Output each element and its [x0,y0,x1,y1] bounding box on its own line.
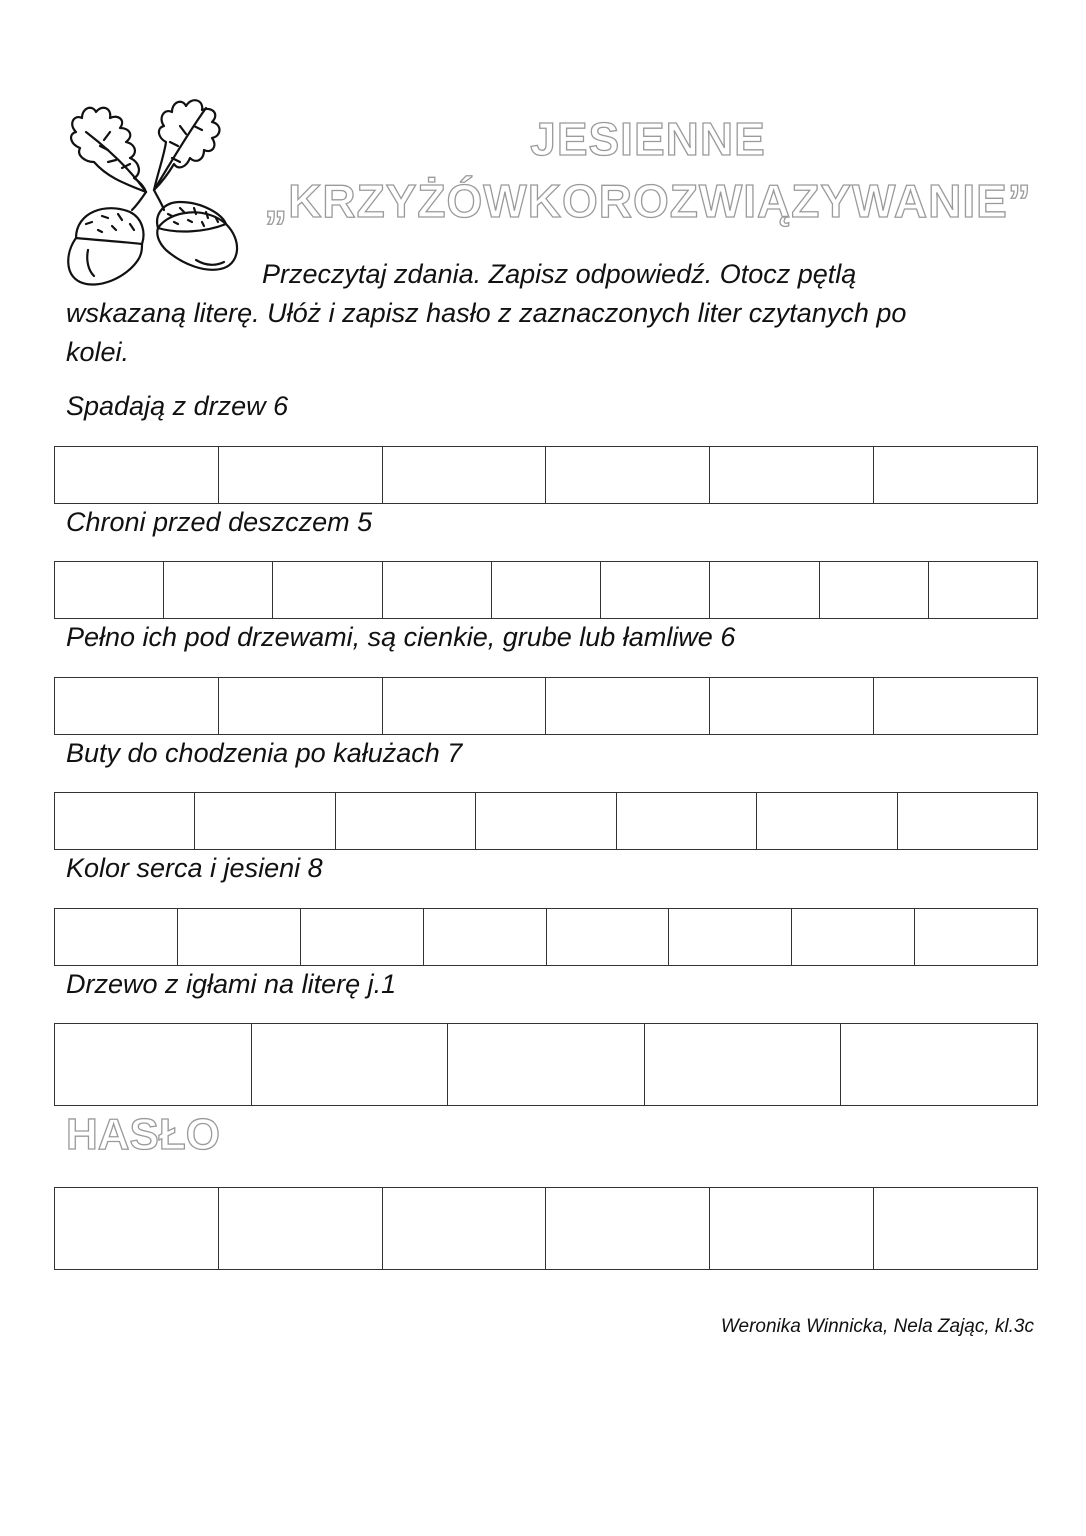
clue-4-answer-grid [54,792,1038,850]
answer-cell[interactable] [164,562,273,618]
answer-cell[interactable] [645,1024,842,1105]
answer-cell[interactable] [874,447,1037,503]
answer-cell[interactable] [669,909,792,965]
answer-cell[interactable] [757,793,897,849]
answer-cell[interactable] [476,793,616,849]
instructions-line-1: Przeczytaj zdania. Zapisz odpowiedź. Otocz pętlą [262,259,857,289]
answer-cell[interactable] [898,793,1037,849]
answer-cell[interactable] [547,909,670,965]
answer-cell[interactable] [424,909,547,965]
answer-cell[interactable] [874,678,1037,734]
answer-cell[interactable] [383,678,547,734]
clue-6-answer-grid [54,1023,1038,1106]
answer-cell[interactable] [336,793,476,849]
answer-cell[interactable] [55,562,164,618]
answer-cell[interactable] [617,793,757,849]
answer-cell[interactable] [929,562,1037,618]
password-cell[interactable] [546,1188,710,1269]
answer-cell[interactable] [55,678,219,734]
answer-cell[interactable] [710,678,874,734]
answer-cell[interactable] [301,909,424,965]
clue-5-answer-grid [54,908,1038,966]
instructions-line-2: wskazaną literę. Ułóż i zapisz hasło z zaznaczonych liter czytanych po [66,298,907,328]
answer-cell[interactable] [601,562,710,618]
answer-cell[interactable] [710,447,874,503]
answer-cell[interactable] [448,1024,645,1105]
answer-cell[interactable] [792,909,915,965]
answer-cell[interactable] [710,562,819,618]
clue-1-answer-grid [54,446,1038,504]
password-cell[interactable] [55,1188,219,1269]
answer-cell[interactable] [55,909,178,965]
password-heading: HASŁO [66,1110,220,1159]
answer-cell[interactable] [55,1024,252,1105]
answer-cell[interactable] [546,678,710,734]
author-credit: Weronika Winnicka, Nela Zając, kl.3c [720,1316,1034,1337]
answer-cell[interactable] [219,447,383,503]
answer-cell[interactable] [546,447,710,503]
answer-cell[interactable] [55,793,195,849]
answer-cell[interactable] [383,562,492,618]
clue-3-text: Pełno ich pod drzewami, są cienkie, grube lub łamliwe 6 [66,622,736,652]
password-cell[interactable] [383,1188,547,1269]
answer-cell[interactable] [195,793,335,849]
worksheet-title-line-1: JESIENNE [530,113,766,165]
instructions-line-3: kolei. [66,337,130,367]
password-answer-grid [54,1187,1038,1270]
clue-6-text: Drzewo z igłami na literę j.1 [66,969,397,999]
answer-cell[interactable] [219,678,383,734]
clue-4-text: Buty do chodzenia po kałużach 7 [66,738,463,768]
answer-cell[interactable] [820,562,929,618]
answer-cell[interactable] [252,1024,449,1105]
answer-cell[interactable] [273,562,382,618]
instructions [66,255,1026,372]
answer-cell[interactable] [383,447,547,503]
clue-2-answer-grid [54,561,1038,619]
answer-cell[interactable] [841,1024,1037,1105]
clue-5-text: Kolor serca i jesieni 8 [66,853,323,883]
clue-2-text: Chroni przed deszczem 5 [66,507,373,537]
password-cell[interactable] [219,1188,383,1269]
password-cell[interactable] [874,1188,1037,1269]
worksheet-title-line-2: „KRZYŻÓWKOROZWIĄZYWANIE” [264,175,1032,227]
answer-cell[interactable] [915,909,1037,965]
password-cell[interactable] [710,1188,874,1269]
clue-3-answer-grid [54,677,1038,735]
answer-cell[interactable] [492,562,601,618]
answer-cell[interactable] [178,909,301,965]
answer-cell[interactable] [55,447,219,503]
clue-1-text: Spadają z drzew 6 [66,391,289,421]
